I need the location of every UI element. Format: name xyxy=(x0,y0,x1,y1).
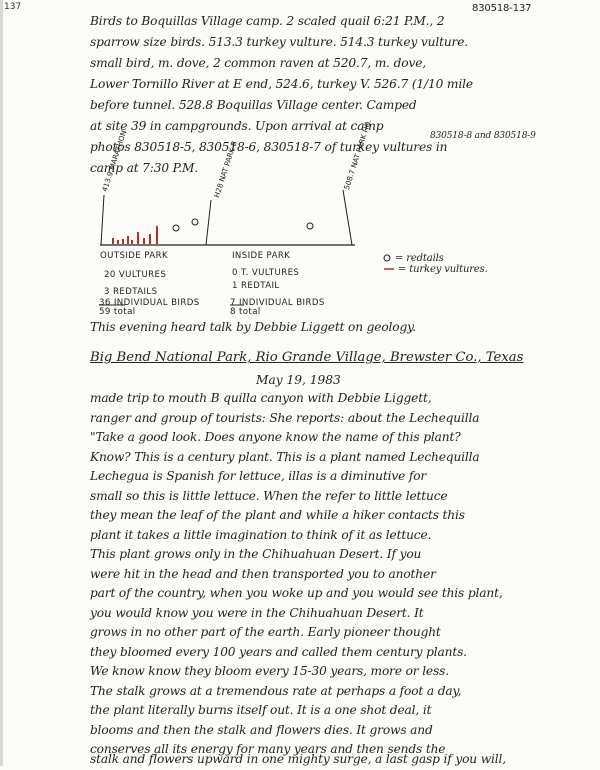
evening-note: This evening heard talk by Debbie Liggett on geology. xyxy=(90,320,416,334)
entry2-line: made trip to mouth B quilla canyon with Debbie Liggett, xyxy=(90,391,432,405)
inside-vultures: 0 T. VULTURES xyxy=(232,268,300,278)
outside-individual: 36 INDIVIDUAL BIRDS xyxy=(99,298,200,308)
entry1-line: photos 830518-5, 830518-6, 830518-7 of turkey vultures in xyxy=(90,140,448,154)
entry2-line: This plant grows only in the Chihuahuan Desert. If you xyxy=(90,547,422,561)
marker-arrow-park-b xyxy=(206,200,211,245)
entry2-line: conserves all its energy for many years and then sends the xyxy=(90,742,446,756)
entry2-line: they mean the leaf of the plant and while a hiker contacts this xyxy=(90,508,465,522)
entry2-line: plant it takes a little imagination to think of it as lettuce. xyxy=(90,527,432,542)
marker-park-b: H28 NAT PARK B xyxy=(212,139,239,199)
entry2-line: grows in no other part of the earth. Early pioneer thought xyxy=(90,625,441,639)
entry1-line: small bird, m. dove, 2 common raven at 520.7, m. dove, xyxy=(90,56,426,70)
entry2-date: May 19, 1983 xyxy=(256,373,341,387)
outside-heading: OUTSIDE PARK xyxy=(100,251,168,261)
entry2-line: "Take a good look. Does anyone know the name of this plant? xyxy=(90,430,461,444)
entry1-line: sparrow size birds. 513.3 turkey vulture. 514.3 turkey vulture. xyxy=(90,35,469,49)
inside-heading: INSIDE PARK xyxy=(232,251,291,261)
entry1-line: at site 39 in campgrounds. Upon arrival at camp xyxy=(90,119,384,133)
bird-tick-marks xyxy=(112,226,158,244)
entry2-line: part of the country, when you woke up and you would see this plant, xyxy=(90,586,503,600)
outside-total: 59 total xyxy=(99,307,136,317)
entry2-line: you would know you were in the Chihuahuan Desert. It xyxy=(90,605,424,620)
entry2-header: Big Bend National Park, Rio Grande Village, Brewster Co., Texas xyxy=(90,350,524,365)
entry2-line: small so this is little lettuce. When the refer to little lettuce xyxy=(90,488,448,503)
outside-redtails: 3 REDTAILS xyxy=(104,287,158,297)
entry1-line: Birds to Boquillas Village camp. 2 scaled quail 6:21 P.M., 2 xyxy=(90,14,445,28)
inside-total: 8 total xyxy=(230,307,261,317)
entry1-line: Lower Tornillo River at E end, 524.6, turkey V. 526.7 (1/10 mile xyxy=(90,77,473,91)
entry2-line: blooms and then the stalk and flowers dies. It grows and xyxy=(90,722,433,737)
entry2-line: they bloomed every 100 years and called them century plants. xyxy=(90,644,467,659)
entry1-line: camp at 7:30 P.M. xyxy=(90,161,199,175)
entry2-line: We know know they bloom every 15-30 years, more or less. xyxy=(90,664,449,678)
entry2-line: ranger and group of tourists: She reports: about the Lechequilla xyxy=(90,410,480,425)
entry1-line: before tunnel. 528.8 Boquillas Village center. Camped xyxy=(90,98,417,112)
entry2-line: Know? This is a century plant. This is a plant named Lechequilla xyxy=(90,449,480,464)
marker-park-hq: 508.7 NAT PARK HQ. xyxy=(342,118,374,191)
redtail-marker xyxy=(307,223,313,229)
entry2-line: were hit in the head and then transported you to another xyxy=(90,566,436,581)
redtail-marker xyxy=(192,219,198,225)
entry2-line: the plant literally burns itself out. It is a one shot deal, it xyxy=(90,703,432,717)
outside-vultures: 20 VULTURES xyxy=(104,270,167,280)
entry2-line: The stalk grows at a tremendous rate at perhaps a foot a day, xyxy=(90,683,462,698)
entry2-line: Lechegua is Spanish for lettuce, illas is a diminutive for xyxy=(90,469,427,483)
marker-arrow-park-hq xyxy=(343,190,352,245)
photo-reference: 830518-137 xyxy=(472,3,532,14)
inside-redtail: 1 REDTAIL xyxy=(232,281,280,291)
marker-arrow-marathon xyxy=(101,195,104,245)
marker-marathon: 413.9 MARATHON xyxy=(100,129,129,193)
legend-circle-icon xyxy=(384,255,390,261)
redtail-marker xyxy=(173,225,179,231)
inside-individual: 7 INDIVIDUAL BIRDS xyxy=(230,298,325,308)
legend-redtails: = redtails xyxy=(395,253,444,264)
photo-insert: 830518-8 and 830518-9 xyxy=(430,131,536,141)
entry2-line: stalk and flowers upward in one mighty surge, a last gasp if you will, xyxy=(90,752,506,766)
legend-vultures: = turkey vultures. xyxy=(398,264,488,275)
page-number: 137 xyxy=(4,2,22,12)
